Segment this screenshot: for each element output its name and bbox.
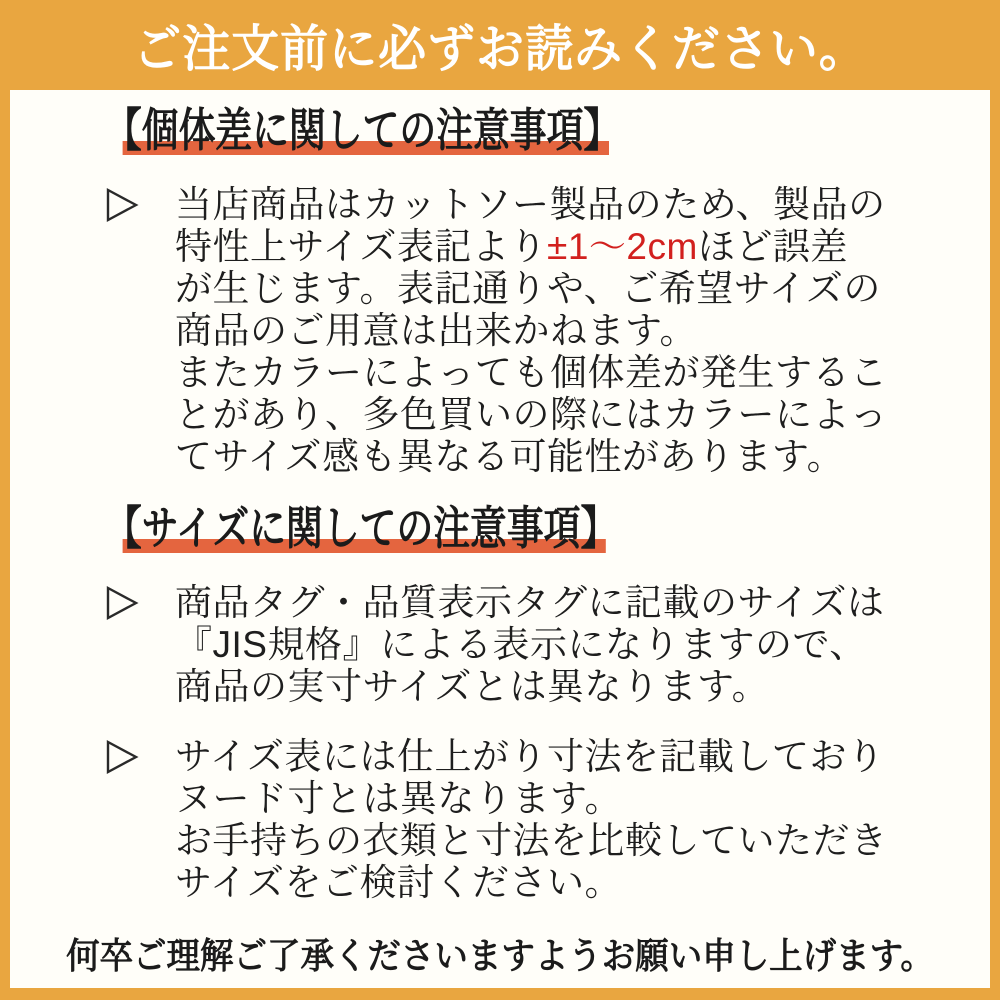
notice-item [105, 582, 970, 708]
notice-line: 商品の実寸サイズとは異なります。 [175, 666, 770, 707]
notice-line: とがあり、多色買いの際にはカラーによっ [175, 394, 888, 435]
notice-item [105, 184, 970, 478]
triangle-bullet-icon [105, 739, 139, 775]
section-heading-text: 【個体差に関しての注意事項】 [105, 104, 621, 156]
section-heading-text: 【サイズに関しての注意事項】 [105, 502, 618, 554]
notice-line: てサイズ感も異なる可能性があります。 [175, 436, 845, 477]
footer-note: 何卒ご理解ご了承くださいますようお願い申し上げます。 [66, 935, 934, 976]
notice-line: またカラーによっても個体差が発生するこ [175, 352, 888, 393]
notice-line: が生じます。表記通りや、ご希望サイズの [175, 268, 881, 309]
notice-line: お手持ちの衣類と寸法を比較していただき [175, 820, 888, 861]
notice-line: サイズをご検討ください。 [175, 862, 623, 903]
notice-line: サイズ表には仕上がり寸法を記載しており [175, 736, 885, 777]
notice-text-block [175, 184, 888, 478]
notice-line: 特性上サイズ表記より±1〜2cmほど誤差 [175, 226, 848, 267]
triangle-bullet-icon [105, 585, 139, 621]
notice-line: ヌード寸とは異なります。 [175, 778, 623, 819]
header-banner [0, 0, 1000, 90]
notice-line: 商品タグ・品質表示タグに記載のサイズは [175, 582, 885, 623]
notice-line: 当店商品はカットソー製品のため、製品の [175, 184, 886, 225]
section-individual-difference [10, 104, 990, 478]
notice-line: 商品のご用意は出来かねます。 [175, 310, 698, 351]
tolerance-highlight: ±1〜2cm [547, 226, 698, 267]
banner-title: ご注文前に必ずお読みください。 [132, 21, 868, 77]
notice-body [10, 90, 990, 988]
section-size [10, 502, 990, 904]
section-heading [105, 104, 970, 156]
notice-text-block [175, 582, 885, 708]
triangle-bullet-icon [105, 187, 139, 223]
notice-text-block [175, 736, 888, 904]
notice-item [105, 736, 970, 904]
notice-line: 『JIS規格』による表示になりますので、 [175, 624, 867, 665]
section-heading [105, 502, 970, 554]
